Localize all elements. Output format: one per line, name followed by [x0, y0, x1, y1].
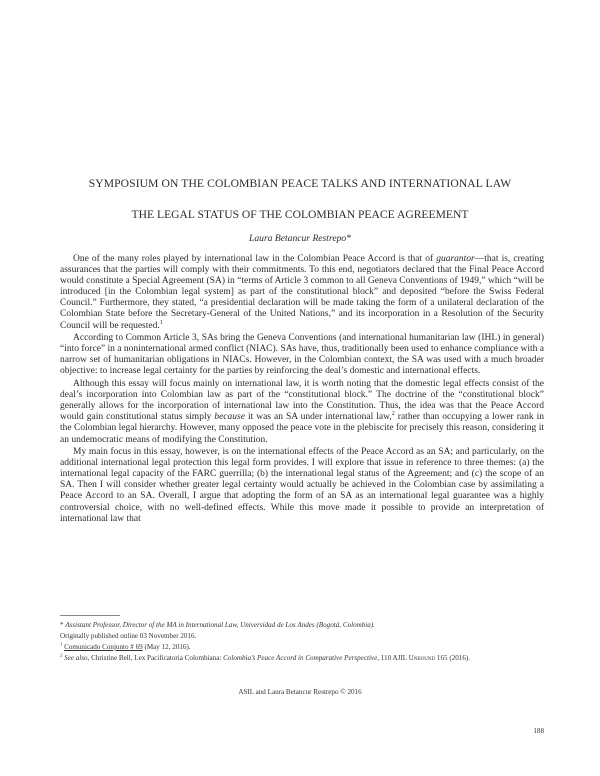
symposium-heading: SYMPOSIUM ON THE COLOMBIAN PEACE TALKS AND INTERNATIONAL LAW	[88, 177, 512, 190]
footnote-1: $^1$ Comunicado Conjunto # 69 (May 12, 2016).	[60, 641, 191, 651]
author-byline: Laura Betancur Restrepo*	[249, 233, 351, 244]
article-body	[60, 254, 544, 526]
footnote-ref-1[interactable]: 1	[159, 319, 163, 326]
paragraph-3: Although this essay will focus mainly on international law, it is worth noting that the domestic legal effects consist of the deal’s incorporation into Colombian law as part of the “constitutional block.” The doctrine of the “constitutional block” generally allows for the incorporation of international law into the Constitution. Thus, the idea was that the Peace Accord would gain constitutional status simply because it was an SA under international law,$^2$ rather than occupying a lower rank in the Colombian legal hierarchy. However, many opposed the peace vote in the plebiscite for precisely this reason, considering it an undemocratic means of modifying the Constitution.	[60, 379, 544, 445]
paragraph-1: One of the many roles played by international law in the Colombian Peace Accord is that of guarantor—that is, creating assurances that the parties will comply with their commitments. To this end, negotiators declared that the Final Peace Accord would constitute a Special Agreement (SA) in “terms of Article 3 common to all Geneva Conventions of 1949,” which “will be introduced [in the Colombian legal system] as part of the constitutional block” and deposited “before the Swiss Federal Council.” Furthermore, they stated, “a presidential declaration will be made taking the form of a unilateral declaration of the Colombian State before the Secretary-General of the United Nations,” and its incorporation in a Resolution of the Security Council will be requested.$^1$	[60, 254, 544, 331]
footnote-affiliation: * Assistant Professor, Director of the MA in International Law, Universidad de Los Andes (Bogotá, Colombia).	[60, 621, 375, 629]
footnote-1-link[interactable]: Comunicado Conjunto # 69	[64, 643, 143, 651]
footnote-2: $^2$ See also, Christine Bell, Lex Pacificatoria Colombiana: Colombia’s Peace Accord in Comparative Perspective, 110 AJIL Unbound 165 (2016).	[60, 652, 471, 662]
paragraph-4: My main focus in this essay, however, is on the international effects of the Peace Accord as an SA; and particularly, on the additional international legal protection this legal form provides. I will explore that issue in reference to three themes: (a) the international legal capacity of the FARC guerrilla; (b) the international legal status of the Agreement; and (c) the scope of an SA. Then I will consider whether greater legal certainty would actually be achieved in the Colombian case by assimilating a Peace Accord to an SA. Overall, I argue that adopting the form of an SA as an international legal guarantee was a highly controversial choice, with no well-defined effects. While this move made it possible to provide an interpretation of international law that	[60, 447, 544, 524]
paragraph-2: According to Common Article 3, SAs bring the Geneva Conventions (and international humanitarian law (IHL) in general) “into force” in a noninternational armed conflict (NIAC). SAs have, thus, traditionally been used to enhance compliance with a narrow set of humanitarian obligations in NIACs. However, in the Colombian context, the SA was used with a much broader objective: to increase legal certainty for the parties by reinforcing the deal’s domestic and international effects.	[60, 333, 544, 377]
footnote-published: Originally published online 03 November 2016.	[60, 632, 197, 640]
footnotes	[60, 620, 544, 664]
copyright-line: ASIL and Laura Betancur Restrepo © 2016	[238, 688, 362, 696]
footnote-divider	[60, 615, 120, 616]
footnote-ref-2[interactable]: 2	[391, 411, 395, 418]
article-title: THE LEGAL STATUS OF THE COLOMBIAN PEACE AGREEMENT	[131, 208, 469, 221]
page-number: 188	[533, 727, 544, 735]
